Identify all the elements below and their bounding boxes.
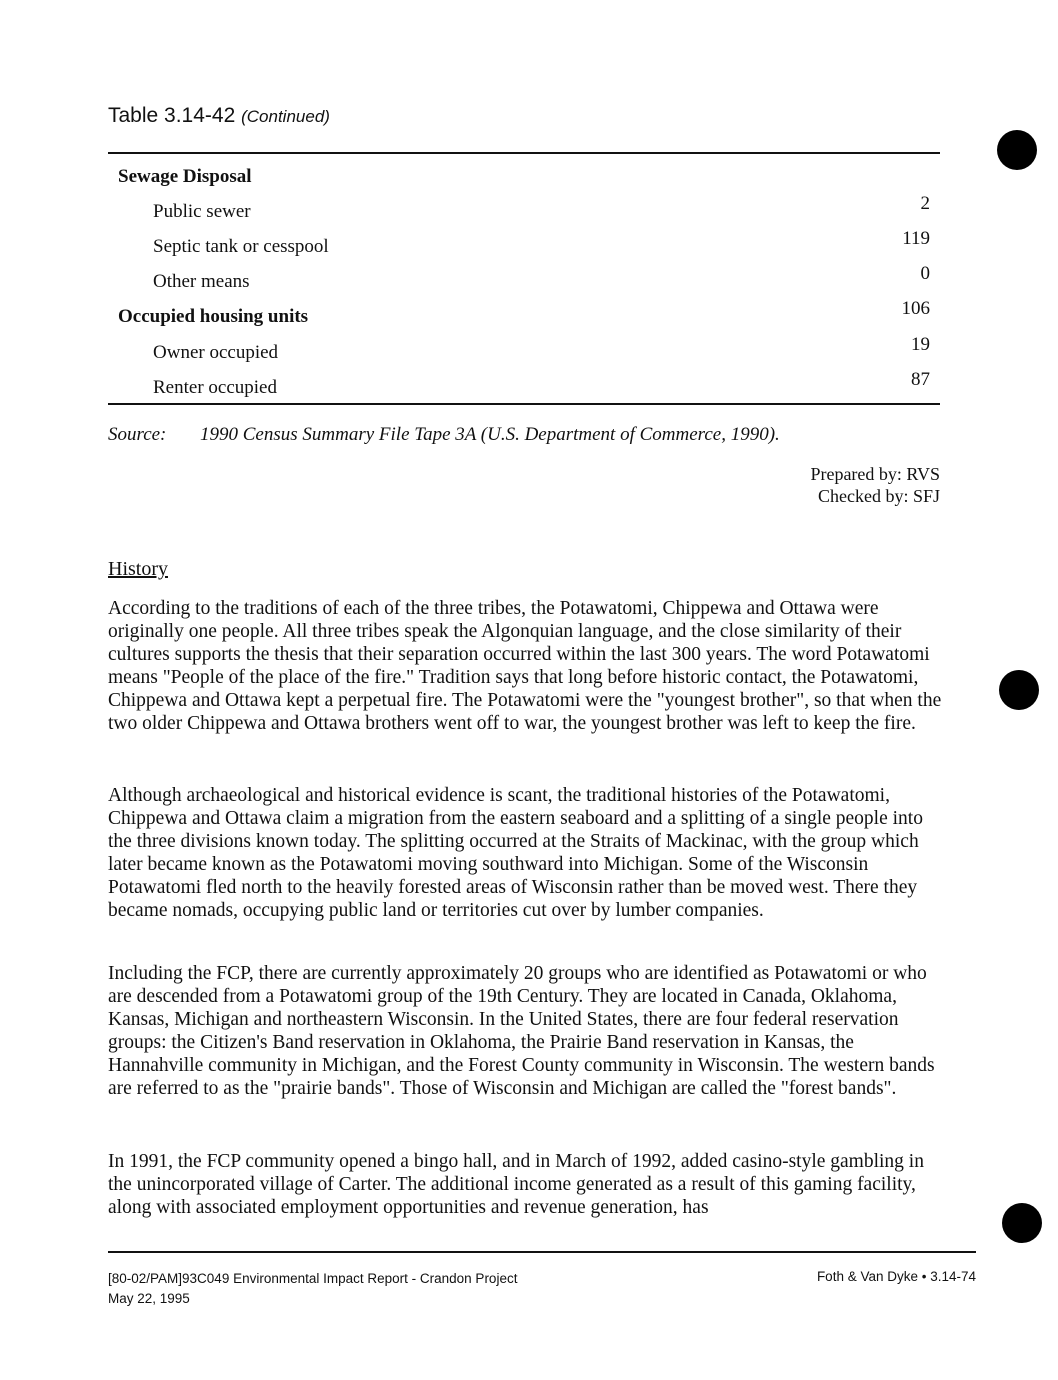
table-row [118, 263, 930, 297]
footer-rule [108, 1251, 976, 1253]
table-title-suffix: (Continued) [241, 107, 330, 126]
binder-hole [997, 130, 1037, 170]
row-value: 87 [911, 369, 930, 390]
row-label: Sewage Disposal [118, 166, 252, 187]
table-bottom-rule [108, 403, 940, 405]
body-paragraph: According to the traditions of each of the three tribes, the Potawatomi, Chippewa and Ottawa were originally one people. All three tribes speak the Algonquian language, and the close similarity of their cultures supports the thesis that their separation occurred within the last 300 years. The word Potawatomi means "People of the place of the fire." Tradition says that long before historic contact, the Potawatomi, Chippewa and Ottawa kept a perpetual fire. The Potawatomi were the "youngest brother", so that when the two older Chippewa and Ottawa brothers went off to war, the youngest brother was left to keep the fire. [108, 598, 942, 734]
row-label: Renter occupied [153, 377, 277, 398]
section-heading: History [108, 558, 168, 580]
table-source [108, 424, 780, 446]
checked-by: Checked by: SFJ [817, 486, 940, 506]
row-value: 19 [911, 334, 930, 355]
row-label: Owner occupied [153, 342, 279, 363]
source-text: 1990 Census Summary File Tape 3A (U.S. Department of Commerce, 1990). [200, 424, 780, 445]
footer-doc-ref: [80-02/PAM]93C049 Environmental Impact Report - Crandon Project [108, 1271, 518, 1286]
binder-hole [999, 670, 1039, 710]
footer-page-number: Foth & Van Dyke • 3.14-74 [816, 1269, 976, 1284]
body-paragraph: Including the FCP, there are currently approximately 20 groups who are identified as Potawatomi or who are descended from a Potawatomi group of the 19th Century. They are located in Canada, Oklahoma, Kansas, Michigan and northeastern Wisconsin. In the United States, there are four federal reservation groups: the Citizen's Band reservation in Oklahoma, the Prairie Band reservation in Kansas, the Hannahville community in Michigan, and the Forest County community in Wisconsin. The western bands are referred to as the "prairie bands". Those of Wisconsin and Michigan are called the "forest bands". [108, 963, 935, 1099]
row-value: 119 [902, 228, 930, 249]
source-label: Source: [108, 424, 167, 445]
row-label: Public sewer [153, 201, 251, 222]
row-value: 2 [920, 193, 930, 214]
table-top-rule [108, 152, 940, 154]
table-title-number: Table 3.14-42 [108, 104, 236, 127]
prepared-by: Prepared by: RVS [810, 464, 940, 484]
table-row [118, 193, 930, 227]
prepared-checked-block [810, 463, 940, 507]
footer-date: May 22, 1995 [108, 1291, 190, 1306]
row-value: 0 [920, 263, 930, 284]
table-row [118, 228, 930, 262]
table-title [108, 104, 330, 128]
body-paragraph: In 1991, the FCP community opened a bingo hall, and in March of 1992, added casino-style gambling in the unincorporated village of Carter. The additional income generated as a result of this gaming facility, along with associated employment opportunities and revenue generation, has [108, 1151, 924, 1218]
row-label: Other means [153, 271, 250, 292]
body-paragraph: Although archaeological and historical evidence is scant, the traditional histories of the Potawatomi, Chippewa and Ottawa claim a migration from the eastern seaboard and a splitting of a single people into the three divisions known today. The splitting occurred at the Straits of Mackinac, with the group which later became known as the Potawatomi moving southward into Michigan. Some of the Wisconsin Potawatomi fled north to the heavily forested areas of Wisconsin rather than be moved west. There they became nomads, occupying public land or territories cut over by lumber companies. [108, 785, 923, 921]
binder-hole [1002, 1203, 1042, 1243]
footer-left [108, 1269, 517, 1309]
table-row [118, 334, 930, 368]
table-row [118, 369, 930, 403]
row-value: 106 [901, 298, 930, 319]
table-row [118, 166, 930, 192]
row-label: Occupied housing units [118, 306, 309, 327]
row-label: Septic tank or cesspool [153, 236, 329, 257]
table-row [118, 298, 930, 332]
